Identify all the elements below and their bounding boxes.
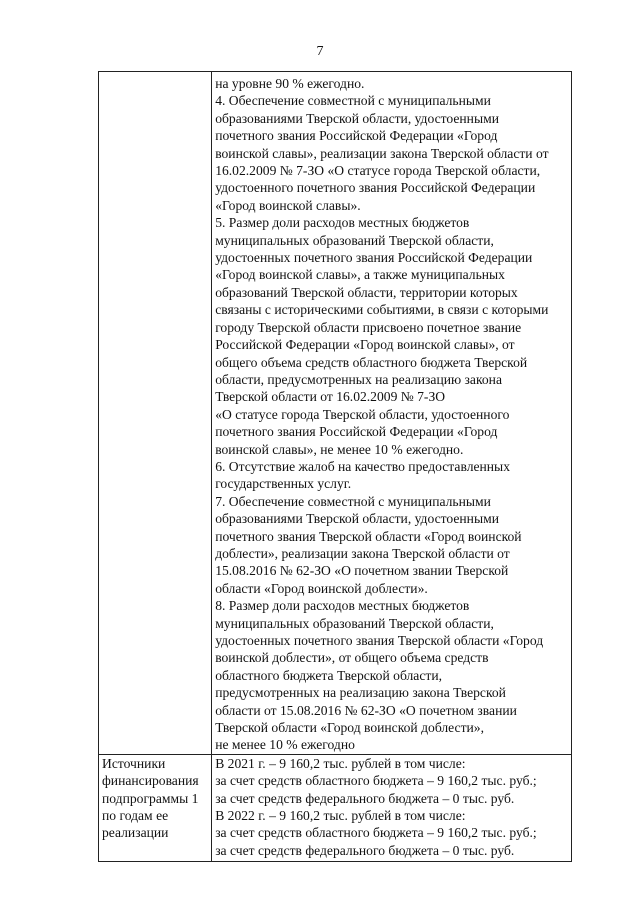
- text-line: области от 15.08.2016 № 62-ЗО «О почетном звании: [215, 702, 517, 718]
- text-line: областного бюджета Тверской области,: [215, 667, 442, 683]
- text-line: Российской Федерации «Город воинской славы», от: [215, 337, 515, 353]
- text-line: образованиями Тверской области, удостоенными: [215, 110, 499, 126]
- table-row-financing: [99, 754, 572, 861]
- text-line: доблести», реализации закона Тверской области от: [215, 545, 510, 561]
- text-line: муниципальных образований Тверской области,: [215, 232, 494, 248]
- text-line: связаны с историческими событиями, в связи с которыми: [215, 302, 549, 318]
- text-line: области «Город воинской доблести».: [215, 580, 428, 596]
- text-line: за счет средств областного бюджета – 9 160,2 тыс. руб.;: [215, 773, 537, 789]
- text-line: 4. Обеспечение совместной с муниципальными: [215, 93, 491, 109]
- text-line: «Город воинской славы», а также муниципальных: [215, 267, 505, 283]
- text-line: государственных услуг.: [215, 476, 352, 492]
- text-line: за счет средств федерального бюджета – 0 тыс. руб.: [215, 790, 515, 806]
- text-line: 6. Отсутствие жалоб на качество предоставленных: [215, 458, 510, 474]
- text-line: 7. Обеспечение совместной с муниципальными: [215, 493, 491, 509]
- table-row-targets: [99, 72, 572, 755]
- passport-table: [98, 71, 572, 862]
- text-line: области, предусмотренных на реализацию закона: [215, 371, 502, 387]
- text-line: 15.08.2016 № 62-ЗО «О почетном звании Тверской: [215, 563, 509, 579]
- text-line: воинской доблести», от общего объема средств: [215, 650, 489, 666]
- text-line: образованиями Тверской области, удостоенными: [215, 511, 499, 527]
- text-line: муниципальных образований Тверской области,: [215, 615, 494, 631]
- text-line: не менее 10 % ежегодно: [215, 737, 355, 753]
- text-line: на уровне 90 % ежегодно.: [215, 76, 365, 91]
- text-line: воинской славы», реализации закона Тверской области от: [215, 145, 549, 161]
- financing-label-cell: [99, 754, 212, 861]
- text-line: удостоенного почетного звания Российской Федерации: [215, 180, 536, 196]
- text-line: Источники: [102, 755, 166, 771]
- page-number: 7: [316, 44, 324, 59]
- text-line: общего объема средств областного бюджета Тверской: [215, 354, 528, 370]
- text-line: городу Тверской области присвоено почетное звание: [215, 319, 522, 335]
- text-line: 16.02.2009 № 7-ЗО «О статусе города Тверской области,: [215, 163, 541, 179]
- text-line: удостоенных почетного звания Тверской области «Город: [215, 633, 544, 648]
- row-1-label-cell: [99, 72, 212, 755]
- text-line: реализации: [102, 825, 169, 841]
- text-line: за счет средств федерального бюджета – 0 тыс. руб.: [215, 842, 515, 858]
- text-line: Тверской области «Город воинской доблести»,: [215, 720, 484, 736]
- text-line: Тверской области от 16.02.2009 № 7-ЗО: [215, 389, 446, 405]
- text-line: «О статусе города Тверской области, удостоенного: [215, 406, 510, 422]
- text-line: предусмотренных на реализацию закона Тверской: [215, 685, 506, 701]
- text-line: удостоенных почетного звания Российской Федерации: [215, 250, 533, 266]
- text-line: по годам ее: [102, 808, 169, 824]
- text-line: 8. Размер доли расходов местных бюджетов: [215, 598, 470, 614]
- text-line: 5. Размер доли расходов местных бюджетов: [215, 215, 470, 231]
- text-line: В 2021 г. – 9 160,2 тыс. рублей в том числе:: [215, 755, 466, 771]
- financing-content-cell: [212, 754, 572, 861]
- text-line: «Город воинской славы».: [215, 197, 361, 213]
- text-line: почетного звания Российской Федерации «Город: [215, 424, 498, 440]
- text-line: воинской славы», не менее 10 % ежегодно.: [215, 441, 464, 457]
- text-line: В 2022 г. – 9 160,2 тыс. рублей в том числе:: [215, 808, 466, 824]
- text-line: финансирования: [102, 773, 199, 789]
- text-line: подпрограммы 1: [102, 790, 199, 806]
- text-line: за счет средств областного бюджета – 9 160,2 тыс. руб.;: [215, 825, 537, 841]
- text-line: почетного звания Российской Федерации «Город: [215, 128, 498, 144]
- text-line: образований Тверской области, территории которых: [215, 284, 518, 300]
- text-line: почетного звания Тверской области «Город воинской: [215, 528, 522, 544]
- row-1-content-cell: [212, 72, 572, 755]
